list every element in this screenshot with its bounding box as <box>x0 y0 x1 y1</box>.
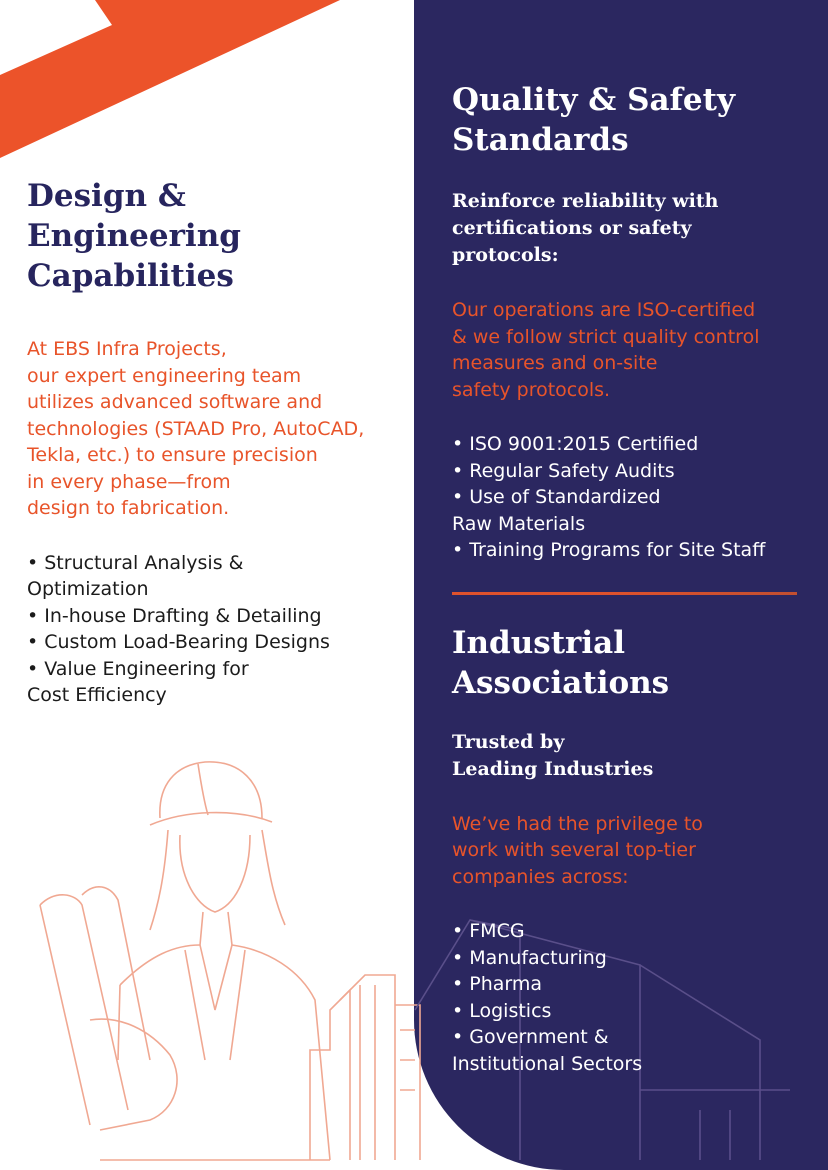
industrial-associations-subtitle: Trusted by Leading Industries <box>452 730 654 780</box>
list-item: • Value Engineering for Cost Efficiency <box>27 657 249 706</box>
list-item: • Use of Standardized Raw Materials <box>452 486 661 535</box>
list-item: • ISO 9001:2015 Certified <box>452 433 699 455</box>
list-item: • Government & Institutional Sectors <box>452 1026 643 1075</box>
industrial-associations-title: Industrial Associations <box>452 624 670 701</box>
quality-safety-body: Our operations are ISO-certified & we follow strict quality control measures and on-site safety protocols. <box>452 299 760 401</box>
list-item: • Training Programs for Site Staff <box>452 539 766 561</box>
industrial-associations-body: We’ve had the privilege to work with several top-tier companies across: <box>452 812 703 888</box>
list-item: • Structural Analysis & Optimization <box>27 551 244 600</box>
industrial-associations-section <box>452 623 817 1078</box>
list-item: • Regular Safety Audits <box>452 459 675 482</box>
quality-safety-title: Quality & Safety Standards <box>452 82 735 158</box>
design-engineering-section <box>27 176 407 709</box>
list-item: • In-house Drafting & Detailing <box>27 604 322 627</box>
list-item: • Logistics <box>452 999 552 1022</box>
list-item: • Custom Load-Bearing Designs <box>27 631 330 653</box>
industrial-associations-bullet-list <box>452 918 817 1077</box>
list-item: • Pharma <box>452 973 543 995</box>
design-engineering-title: Design & Engineering Capabilities <box>27 178 241 294</box>
quality-safety-section <box>452 80 817 564</box>
right-column <box>452 80 817 1077</box>
design-engineering-intro: At EBS Infra Projects, our expert engineering team utilizes advanced software and technologies (STAAD Pro, AutoCAD, Tekla, etc.) to ensure precision in every phase—from design to fabrication. <box>27 338 365 519</box>
design-engineering-bullet-list <box>27 550 407 709</box>
list-item: • Manufacturing <box>452 946 607 969</box>
quality-safety-subtitle: Reinforce reliability with certifications or safety protocols: <box>452 190 719 266</box>
section-divider <box>452 592 797 595</box>
list-item: • FMCG <box>452 920 525 942</box>
quality-safety-bullet-list <box>452 431 817 564</box>
